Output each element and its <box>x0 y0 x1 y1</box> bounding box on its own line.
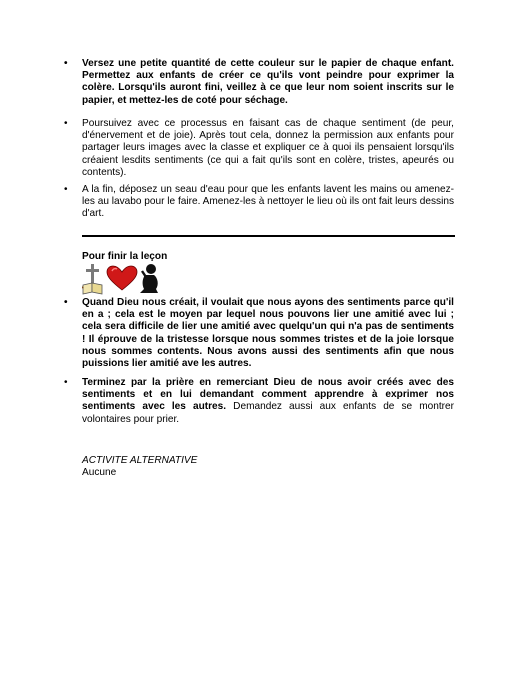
list-item-text: Poursuivez avec ce processus en faisant cas de chaque sentiment (de peur, d'énervement et de joie). Après tout cela, donnez la permission aux enfants pour partager leurs images avec la classe et expliquer ce à quoi ils pensaient lorsqu'ils créaient lesdits sentiments (ce qui a fait qu'ils sont en colère, tristes, apeurés ou contents). <box>82 118 454 178</box>
list-item-text: Quand Dieu nous créait, il voulait que nous ayons des sentiments parce qu'il en a ; cela est le moyen par lequel nous pouvons lier une amitié avec lui ; cela sera difficile de lier une amitié avec quelqu'un qui n'a pas de sentiments ! Il éprouve de la tristesse lorsque nous sommes tristes et de la joie lorsque nous sommes contents. Nous avons aussi des sentiments afin que nous puissions lier amitié ave les autres. <box>82 297 454 370</box>
list-item-text-bold: Terminez par la prière en remerciant Dieu de nous avoir créés avec des sentiments et en lui demandant comment apprendre à exprimer nos sentiments avec les autres. <box>82 377 454 413</box>
list-item <box>64 297 454 370</box>
bullet-dot: • <box>64 118 68 129</box>
section-icons <box>82 263 162 295</box>
section-divider <box>82 235 455 237</box>
bullet-dot: • <box>64 184 68 195</box>
list-item-text: A la fin, déposez un seau d'eau pour que les enfants lavent les mains ou amenez-les au lavabo pour le faire. Amenez-les à nettoyer le lieu où ils ont fait leurs dessins d'art. <box>82 184 454 220</box>
alternative-activity-title: ACTIVITE ALTERNATIVE <box>82 455 198 466</box>
list-item <box>64 184 454 221</box>
cross-bible-icon <box>82 264 102 294</box>
alternative-activity-value: Aucune <box>82 467 117 478</box>
list-item-text: Demandez aussi aux enfants de se montrer volontaires pour prier. <box>82 401 454 425</box>
praying-child-icon <box>140 264 158 293</box>
bullet-dot: • <box>64 377 68 388</box>
section-title: Pour finir la leçon <box>82 251 168 262</box>
list-item <box>64 118 454 179</box>
list-item <box>64 58 454 107</box>
bullet-dot: • <box>64 297 68 308</box>
list-item-text: Versez une petite quantité de cette couleur sur le papier de chaque enfant. Permettez aux enfants de créer ce qu'ils vont peindre pour exprimer la colère. Lorsqu'ils auront fini, veillez à ce que leur nom soient inscrits sur le papier, et mettez-les de coté pour séchage. <box>82 58 454 106</box>
heart-icon <box>107 266 137 290</box>
list-item <box>64 377 454 426</box>
bullet-dot: • <box>64 58 68 69</box>
